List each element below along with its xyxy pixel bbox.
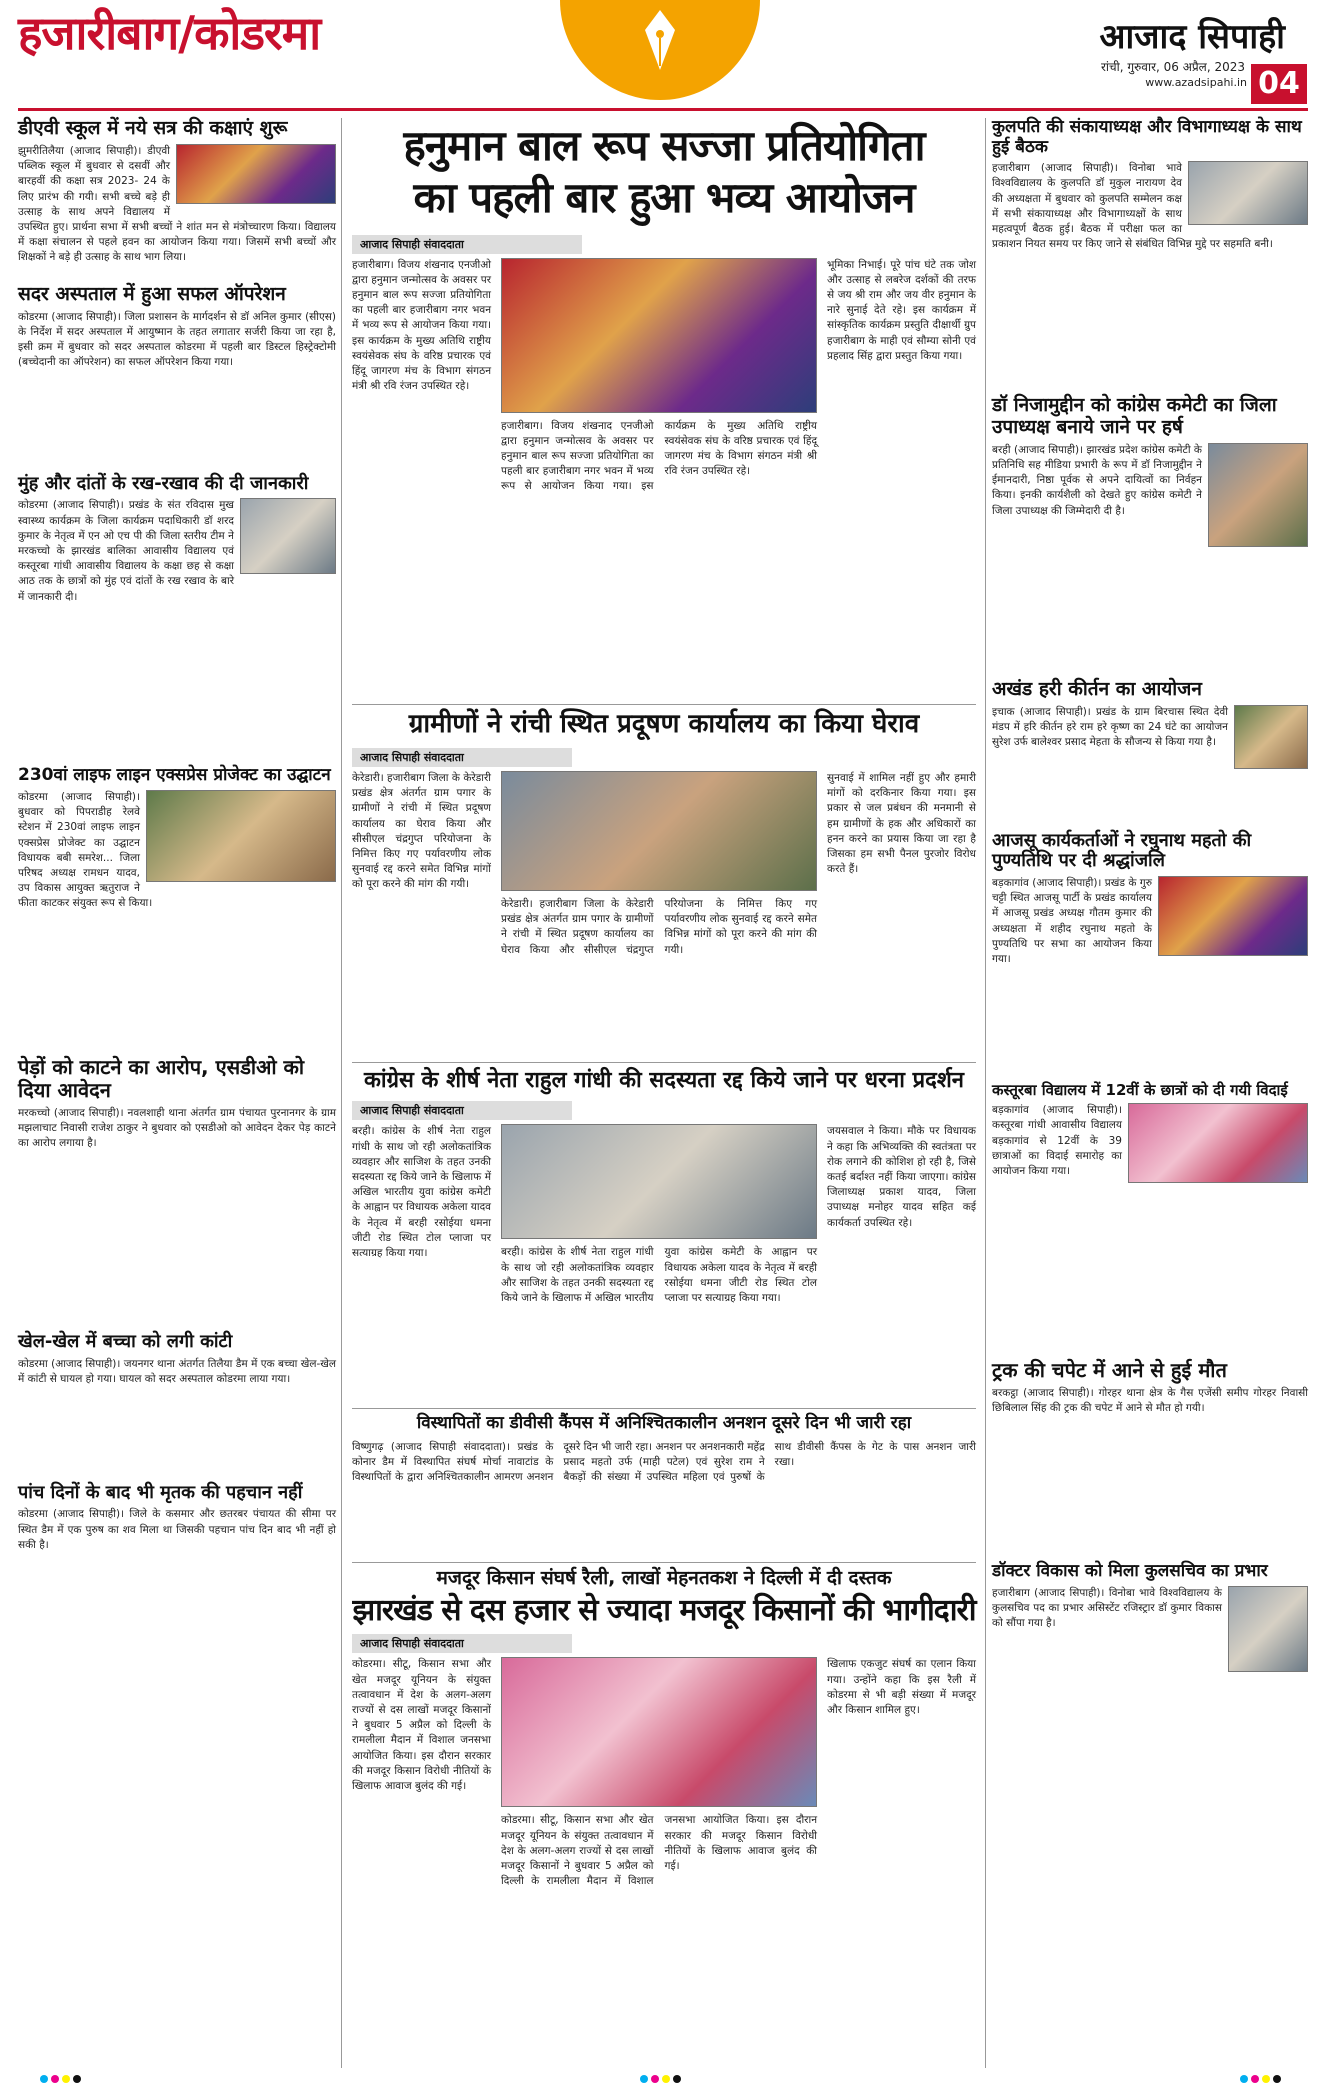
pen-nib-icon xyxy=(560,0,760,100)
article-photo xyxy=(1188,161,1308,225)
story-photo xyxy=(501,1124,817,1239)
article-body: सुनवाई में शामिल नहीं हुए और हमारी मांगों को दरकिनार किया गया। इस प्रकार से जल प्रबंधन की मनमानी से हम ग्रामीणों के हक और अधिकारों का हनन करने का प्रयास किया जा रहा है जिसका हम सभी पैनल पुरजोर विरोध करते हैं। xyxy=(827,771,976,876)
article-headline: 230वां लाइफ लाइन एक्सप्रेस प्रोजेक्ट का उद्घाटन xyxy=(18,765,331,786)
article xyxy=(18,1056,336,1326)
article-body: बड़कागांव (आजाद सिपाही)। प्रखंड के गुरु चट्टी स्थित आजसू पार्टी के प्रखंड कार्यालय में आजसू प्रखंड अध्यक्ष गौतम कुमार की अध्यक्षता में शहीद रघुनाथ महतो के पुण्यतिथि पर सभा का आयोजन किया गया। xyxy=(992,877,1152,966)
article-body: कोडरमा। सीटू, किसान सभा और खेत मजदूर यूनियन के संयुक्त तत्वावधान में देश के अलग-अलग राज्यों से दस लाखों मजदूर किसानों ने बुधवार 5 अप्रैल को दिल्ली के रामलीला मैदान में विशाल जनसभा आयोजित किया। इस दौरान सरकार की मजदूर किसान विरोधी नीतियों के खिलाफ आवाज बुलंद की गई। xyxy=(352,1658,492,1793)
article xyxy=(18,1332,336,1477)
story xyxy=(352,1568,976,2057)
article-headline: डॉ निजामुद्दीन को कांग्रेस कमेटी का जिला उपाध्यक्ष बनाये जाने पर हर्ष xyxy=(992,394,1277,438)
story-headline: विस्थापितों का डीवीसी कैंपस में अनिश्चितकालीन अनशन दूसरे दिन भी जारी रहा xyxy=(416,1413,912,1433)
lead-headline: का पहली बार हुआ भव्य आयोजन xyxy=(413,173,915,223)
article-body: कोडरमा (आजाद सिपाही)। जिले के कसमार और छतरबर पंचायत की सीमा पर स्थित डैम में एक पुरुष का शव मिला था जिसकी पहचान पांच दिन बाद भी नहीं हो सकी है। xyxy=(18,1508,336,1551)
article-photo xyxy=(1228,1586,1308,1672)
story-headline: ग्रामीणों ने रांची स्थित प्रदूषण कार्यालय का किया घेराव xyxy=(408,709,920,739)
article-body: कोडरमा (आजाद सिपाही)। जिला प्रशासन के मार्गदर्शन से डॉ अनिल कुमार (सीएस) के निर्देश में सदर अस्पताल में आयुष्मान के तहत लगातार सर्जरी किया जा रहा है, इसी क्रम में बुधवार को सदर अस्पताल कोडरमा में पहली बार डिस्टल हिस्ट्रेक्टोमी (बच्चेदानी का ऑपरेशन) का सफल ऑपरेशन किया गया। xyxy=(18,310,336,369)
article xyxy=(992,118,1308,389)
article-photo xyxy=(1208,443,1308,547)
lead-photo xyxy=(501,258,817,413)
article-headline: खेल-खेल में बच्चा को लगी कांटी xyxy=(18,1330,233,1352)
article xyxy=(992,1082,1308,1353)
article-body: बरकट्ठा (आजाद सिपाही)। गोरहर थाना क्षेत्र के गैस एजेंसी समीप गोरहर निवासी छिबिलाल सिंह की ट्रक की चपेट में आने से मौत हो गयी। xyxy=(992,1387,1308,1415)
article-photo xyxy=(1128,1103,1308,1183)
article-body: बड़कागांव (आजाद सिपाही)। कस्तूरबा गांधी आवासीय विद्यालय बड़कागांव से 12वीं के 39 छात्राओं का विदाई समारोह का आयोजन किया गया। xyxy=(992,1104,1122,1178)
article-body: कोडरमा (आजाद सिपाही)। जयनगर थाना अंतर्गत तिलैया डैम में एक बच्चा खेल-खेल में कांटी से घायल हो गया। घायल को सदर अस्पताल कोडरमा लाया गया। xyxy=(18,1357,336,1385)
divider xyxy=(352,704,976,705)
article-body: मरकच्चो (आजाद सिपाही)। नवलशाही थाना अंतर्गत ग्राम पंचायत पुरनानगर के ग्राम मझलाचाट निवासी राजेश ठाकुर ने बुधवार को एसडीओ को आवेदन देकर पेड़ काटने का आरोप लगाया है। xyxy=(18,1106,336,1150)
article-body: झुमरीतिलैया (आजाद सिपाही)। डीएवी पब्लिक स्कूल में बुधवार से दसवीं और बारहवीं की कक्षा सत्र 2023- 24 के लिए प्रारंभ की गयी। सभी बच्चे बड़े ही उत्साह के साथ अपने विद्यालय में उपस्थित हुए। प्रार्थना सभा में सभी बच्चों ने शांत मन से मंत्रोच्चारण किया। विद्यालय में कक्षा संचालन से पहले हवन का आयोजन किया गया। जिसमें सभी बच्चों और शिक्षकों ने बड़े ही उत्साह के साथ भाग लिया। xyxy=(18,144,336,264)
article-body: इचाक (आजाद सिपाही)। प्रखंड के ग्राम बिरचास स्थित देवी मंडप में हरि कीर्तन हरे राम हरे कृष्ण का 24 घंटे का आयोजन सुरेश उर्फ बालेश्वर प्रसाद मेहता के सौजन्य से किया गया है। xyxy=(992,705,1228,749)
article-body: भूमिका निभाई। पूरे पांच घंटे तक जोश और उत्साह से लबरेज दर्शकों की तरफ से जय श्री राम और जय वीर हनुमान के नारे सुनाई देते रहे। इस कार्यक्रम में सांस्कृतिक कार्यक्रम प्रस्तुति दीक्षार्थी ग्रुप हजारीबाग के माही एवं सौम्या सोनी एवं प्रहलाद सिंह द्वारा प्रस्तुत किया गया। xyxy=(827,258,976,362)
page-number: 04 xyxy=(1251,64,1307,104)
reporter: आजाद सिपाही संवाददाता xyxy=(352,1634,572,1653)
article-headline: डीएवी स्कूल में नये सत्र की कक्षाएं शुरू xyxy=(18,117,288,139)
article-photo xyxy=(146,790,336,882)
article-headline: डॉक्टर विकास को मिला कुलसचिव का प्रभार xyxy=(992,1561,1268,1582)
article xyxy=(992,831,1308,1076)
article xyxy=(992,1562,1308,1696)
story-photo xyxy=(501,771,817,891)
article xyxy=(18,1483,336,1698)
article-body: बरही। कांग्रेस के शीर्ष नेता राहुल गांधी के साथ जो रही अलोकतांत्रिक व्यवहार और साजिश के तहत उनकी सदस्यता रद्द किये जाने के खिलाफ में अखिल भारतीय युवा कांग्रेस कमेटी के आह्वान पर विधायक अकेला यादव के नेतृत्व में बरही रसोईया धमना जीटी रोड स्थित टोल प्लाजा पर सत्याग्रह किया गया। xyxy=(352,1125,492,1260)
divider xyxy=(985,118,986,2068)
article-body: खिलाफ एकजुट संघर्ष का एलान किया गया। उन्होंने कहा कि इस रैली में कोडरमा से भी बड़ी संख्या में मजदूर और किसान शामिल हुए। xyxy=(827,1658,976,1716)
divider xyxy=(341,118,342,2068)
color-registration-marks xyxy=(40,2075,81,2083)
article-body: हजारीबाग। विजय शंखनाद एनजीओ द्वारा हनुमान जन्मोत्सव के अवसर पर हनुमान बाल रूप सज्जा प्रतियोगिता का पहली बार हजारीबाग नगर भवन में भव्य रूप से आयोजन किया गया। इस कार्यक्रम के मुख्य अतिथि राष्ट्रीय स्वयंसेवक संघ के वरिष्ठ प्रचारक एवं हिंदू जागरण मंच के विभाग संगठन मंत्री श्री रवि रंजन उपस्थित रहे। xyxy=(352,258,492,393)
divider xyxy=(352,1562,976,1563)
story-photo xyxy=(501,1657,817,1807)
dateline: रांची, गुरुवार, 06 अप्रैल, 2023 xyxy=(1100,60,1245,74)
divider xyxy=(352,1062,976,1063)
story-kicker: मजदूर किसान संघर्ष रैली, लाखों मेहनतकश ने दिल्ली में दी दस्तक xyxy=(436,1567,892,1589)
section-title: हजारीबाग/कोडरमा xyxy=(18,6,321,60)
article-body: कोडरमा। सीटू, किसान सभा और खेत मजदूर यूनियन के संयुक्त तत्वावधान में देश के अलग-अलग राज्यों से दस लाखों मजदूर किसानों ने बुधवार 5 अप्रैल को दिल्ली के रामलीला मैदान में विशाल जनसभा आयोजित किया। इस दौरान सरकार की मजदूर किसान विरोधी नीतियों के खिलाफ आवाज बुलंद की गई। xyxy=(501,1814,818,1888)
article-headline: अखंड हरी कीर्तन का आयोजन xyxy=(992,677,1202,700)
article-body: हजारीबाग (आजाद सिपाही)। विनोबा भावे विश्वविद्यालय के कुलपति डॉ मुकुल नारायण देव की अध्यक्षता में बुधवार को कुलपति सम्मेलन कक्ष में सभी संकायाध्यक्ष और विभागाध्यक्षों के साथ महत्वपूर्ण बैठक हुई। बैठक में परीक्षा फल का प्रकाशन नियत समय पर किए जाने से संबंधित विभिन्न मुद्दे पर सहमति बनी। xyxy=(992,162,1273,251)
story-headline: झारखंड से दस हजार से ज्यादा मजदूर किसानों की भागीदारी xyxy=(352,1592,976,1628)
article-body: हजारीबाग (आजाद सिपाही)। विनोबा भावे विश्वविद्यालय के कुलसचिव पद का प्रभार असिस्टेंट रजिस्ट्रार डॉ कुमार विकास को सौंपा गया है। xyxy=(992,1586,1222,1630)
article-body: कोडरमा (आजाद सिपाही)। प्रखंड के संत रविदास मुख स्वास्थ्य कार्यक्रम के जिला कार्यक्रम पदाधिकारी डॉ शरद कुमार के नेतृत्व में एन ओ एच पी की जिला स्तरीय टीम ने मरकच्चो के झारखंड बालिका आवासीय विद्यालय एवं कस्तूरबा गांधी आवासीय विद्यालय के कक्षा छह से कक्षा आठ तक के छात्रों को मुंह एवं दांतों के रख रखाव के बारे में जानकारी दी। xyxy=(18,499,234,603)
article-photo xyxy=(176,144,336,204)
article xyxy=(18,474,336,761)
color-registration-marks xyxy=(640,2075,681,2083)
article xyxy=(18,118,336,278)
left-column xyxy=(18,118,336,1697)
story xyxy=(352,1414,976,1556)
article-headline: सदर अस्पताल में हुआ सफल ऑपरेशन xyxy=(18,282,286,305)
website: www.azadsipahi.in xyxy=(1145,76,1247,89)
article-body: केरेडारी। हजारीबाग जिला के केरेडारी प्रखंड क्षेत्र अंतर्गत ग्राम पगार के ग्रामीणों ने रांची में स्थित प्रदूषण कार्यालय का घेराव किया और सीसीएल चंद्रगुप्त परियोजना के निमित्त किए गए पर्यावरणीय लोक सुनवाई रद्द करने समेत विभिन्न मांगों को पूरा करने की मांग की गयी। xyxy=(352,771,492,891)
divider xyxy=(352,1408,976,1409)
story-headline: कांग्रेस के शीर्ष नेता राहुल गांधी की सदस्यता रद्द किये जाने पर धरना प्रदर्शन xyxy=(363,1068,964,1093)
article-headline: मुंह और दांतों के रख-रखाव की दी जानकारी xyxy=(18,472,309,494)
article-body: बरही (आजाद सिपाही)। झारखंड प्रदेश कांग्रेस कमेटी के प्रतिनिधि सह मीडिया प्रभारी के रूप में डॉ निजामुद्दीन ने ईमानदारी, निष्ठा पूर्वक से अपने दायित्वों का निर्वहन किया। इनकी कार्यशैली को देखते हुए कांग्रेस कमेटी ने जिला उपाध्यक्ष की जिम्मेदारी दी है। xyxy=(992,443,1202,517)
article-headline: कुलपति की संकायाध्यक्ष और विभागाध्यक्ष के साथ हुई बैठक xyxy=(992,117,1302,157)
article-body: कोडरमा (आजाद सिपाही)। बुधवार को पिपराडीह रेलवे स्टेशन में 230वां लाइफ लाइन एक्सप्रेस प्रोजेक्ट का उद्घाटन विधायक बबी समरेश... जिला परिषद अध्यक्ष रामधन यादव, उप विकास आयुक्त ऋतुराज ने फीता काटकर संयुक्त रूप से किया। xyxy=(18,790,153,910)
reporter: आजाद सिपाही संवाददाता xyxy=(352,235,582,254)
article-headline: कस्तूरबा विद्यालय में 12वीं के छात्रों को दी गयी विदाई xyxy=(992,1081,1288,1099)
reporter: आजाद सिपाही संवाददाता xyxy=(352,748,572,767)
article-photo xyxy=(240,498,336,574)
right-column xyxy=(992,118,1308,1696)
article-body: जयसवाल ने किया। मौके पर विधायक ने कहा कि अभिव्यक्ति की स्वतंत्रता पर रोक लगाने की कोशिश हो रही है, जिसे कतई बर्दाश्त नहीं किया जाएगा। कांग्रेस जिलाध्यक्ष प्रकाश यादव, जिला उपाध्यक्ष मनोहर यादव सहित कई कार्यकर्ता उपस्थित रहे। xyxy=(827,1125,976,1229)
article-headline: पेड़ों को काटने का आरोप, एसडीओ को दिया आवेदन xyxy=(18,1054,305,1102)
color-registration-marks xyxy=(1240,2075,1281,2083)
paper-name: आजाद सिपाही xyxy=(1099,17,1285,57)
lead-headline: हनुमान बाल रूप सज्जा प्रतियोगिता xyxy=(403,121,925,170)
story xyxy=(352,1068,976,1415)
masthead-rule xyxy=(18,108,1308,111)
reporter: आजाद सिपाही संवाददाता xyxy=(352,1101,572,1120)
article-body: बरही। कांग्रेस के शीर्ष नेता राहुल गांधी के साथ जो रही अलोकतांत्रिक व्यवहार और साजिश के तहत उनकी सदस्यता रद्द किये जाने के खिलाफ में अखिल भारतीय युवा कांग्रेस कमेटी के आह्वान पर विधायक अकेला यादव के नेतृत्व में बरही रसोईया धमना जीटी रोड स्थित टोल प्लाजा पर सत्याग्रह किया गया। xyxy=(501,1246,818,1304)
article-headline: आजसू कार्यकर्ताओं ने रघुनाथ महतो की पुण्यतिथि पर दी श्रद्धांजलि xyxy=(992,829,1252,872)
article-photo xyxy=(1234,705,1308,769)
article-photo xyxy=(1158,876,1308,956)
story xyxy=(352,710,976,1071)
lead-story xyxy=(352,122,976,650)
article xyxy=(992,1359,1308,1556)
article-body: हजारीबाग। विजय शंखनाद एनजीओ द्वारा हनुमान जन्मोत्सव के अवसर पर हनुमान बाल रूप सज्जा प्रतियोगिता का पहली बार हजारीबाग नगर भवन में भव्य रूप से आयोजन किया गया। इस कार्यक्रम के मुख्य अतिथि राष्ट्रीय स्वयंसेवक संघ के वरिष्ठ प्रचारक एवं हिंदू जागरण मंच के विभाग संगठन मंत्री श्री रवि रंजन उपस्थित रहे। xyxy=(501,419,818,493)
article-headline: ट्रक की चपेट में आने से हुई मौत xyxy=(992,1358,1227,1383)
article xyxy=(18,766,336,1050)
article xyxy=(18,284,336,468)
article-body: विष्णुगढ़ (आजाद सिपाही संवाददाता)। प्रखंड के कोनार डैम में विस्थापित संघर्ष मोर्चा नावाटांड के विस्थापितों के द्वारा अनिश्चितकालीन आमरण अनशन दूसरे दिन भी जारी रहा। अनशन पर अनशनकारी महेंद्र प्रसाद महतो उर्फ (माही पटेल) एवं सुरेश राम ने बैकड़ों की संख्या में उपस्थित महिला एवं पुरुषों के साथ डीवीसी कैंपस के गेट के पास अनशन जारी रखा। xyxy=(352,1440,976,1483)
article xyxy=(992,679,1308,825)
article-headline: पांच दिनों के बाद भी मृतक की पहचान नहीं xyxy=(18,1481,303,1503)
article xyxy=(992,395,1308,673)
article-body: केरेडारी। हजारीबाग जिला के केरेडारी प्रखंड क्षेत्र अंतर्गत ग्राम पगार के ग्रामीणों ने रांची में स्थित प्रदूषण कार्यालय का घेराव किया और सीसीएल चंद्रगुप्त परियोजना के निमित्त किए गए पर्यावरणीय लोक सुनवाई रद्द करने समेत विभिन्न मांगों को पूरा करने की मांग की गयी। xyxy=(501,897,818,956)
